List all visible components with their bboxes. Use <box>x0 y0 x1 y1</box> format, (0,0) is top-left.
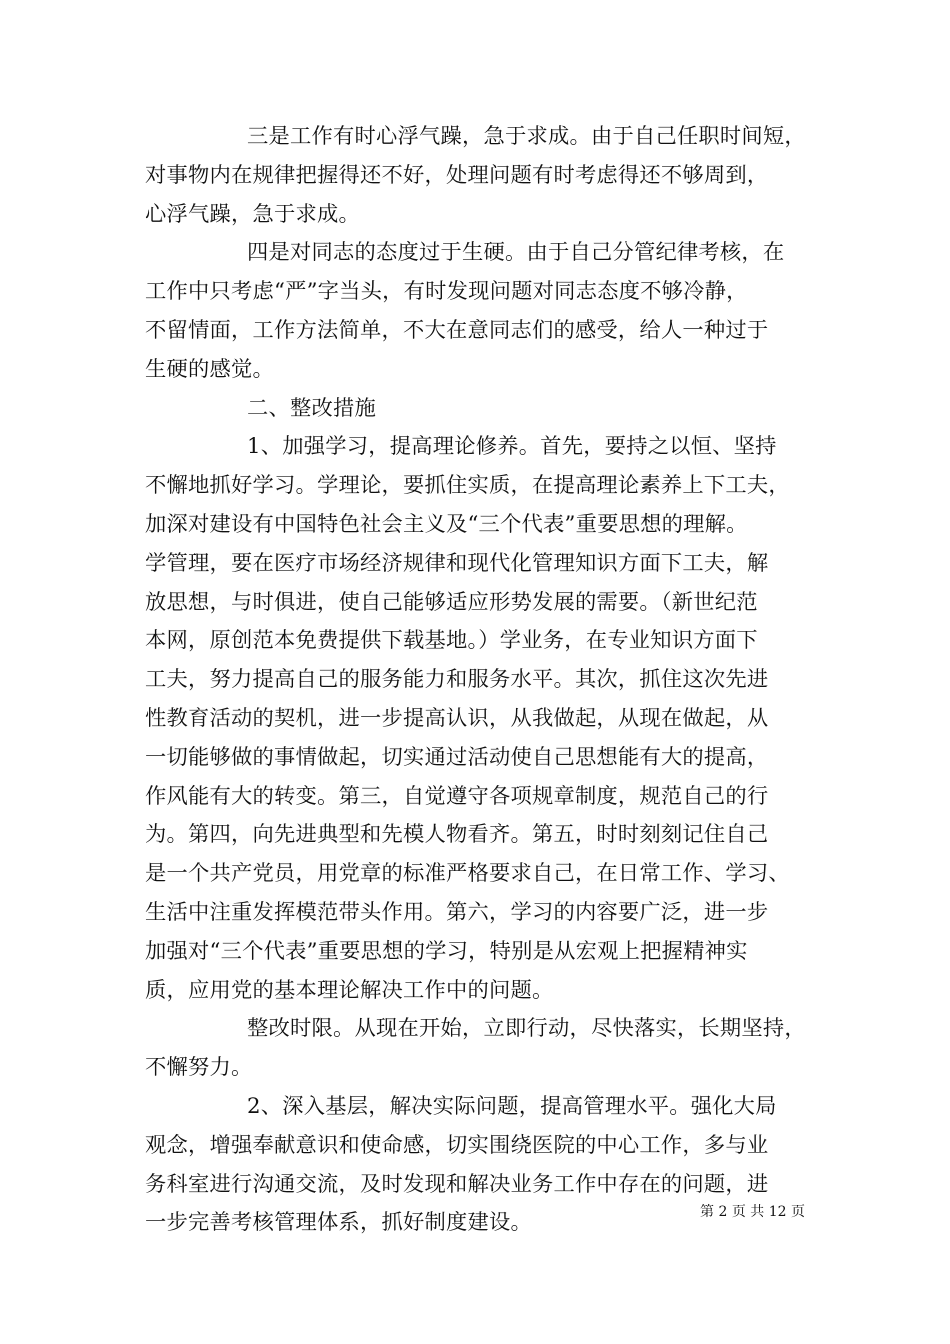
paragraph-line: 观念，增强奉献意识和使命感，切实围绕医院的中心工作，多与业 <box>145 1132 769 1158</box>
paragraph-line: 工夫，努力提高自己的服务能力和服务水平。其次，抓住这次先进 <box>145 667 769 693</box>
paragraph-line: 四是对同志的态度过于生硬。由于自己分管纪律考核，在 <box>247 240 785 266</box>
paragraph-line: 整改时限。从现在开始，立即行动，尽快落实，长期坚持， <box>247 1016 806 1042</box>
paragraph-line: 生硬的感觉。 <box>145 356 274 382</box>
paragraph-line: 加深对建设有中国特色社会主义及“三个代表”重要思想的理解。 <box>145 511 748 537</box>
paragraph-line: 学管理，要在医疗市场经济规律和现代化管理知识方面下工夫，解 <box>145 550 769 576</box>
paragraph-line: 一步完善考核管理体系，抓好制度建设。 <box>145 1210 532 1236</box>
paragraph-line: 本网，原创范本免费提供下载基地。）学业务，在专业知识方面下 <box>145 628 758 654</box>
paragraph-line: 务科室进行沟通交流，及时发现和解决业务工作中存在的问题，进 <box>145 1171 769 1197</box>
section-heading: 二、整改措施 <box>247 395 376 421</box>
paragraph-line: 2、深入基层，解决实际问题，提高管理水平。强化大局 <box>247 1093 777 1119</box>
paragraph-line: 生活中注重发挥模范带头作用。第六，学习的内容要广泛，进一步 <box>145 899 769 925</box>
page-number: 第 2 页 共 12 页 <box>700 1204 805 1220</box>
paragraph-line: 工作中只考虑“严”字当头，有时发现问题对同志态度不够冷静， <box>145 279 748 305</box>
paragraph-line: 性教育活动的契机，进一步提高认识，从我做起，从现在做起，从 <box>145 705 769 731</box>
paragraph-line: 不留情面，工作方法简单，不大在意同志们的感受，给人一种过于 <box>145 317 769 343</box>
paragraph-line: 质，应用党的基本理论解决工作中的问题。 <box>145 977 554 1003</box>
paragraph-line: 1、加强学习，提高理论修养。首先，要持之以恒、坚持 <box>247 434 777 460</box>
paragraph-line: 三是工作有时心浮气躁，急于求成。由于自己任职时间短， <box>247 124 806 149</box>
paragraph-line: 心浮气躁，急于求成。 <box>145 201 360 227</box>
paragraph-line: 加强对“三个代表”重要思想的学习，特别是从宏观上把握精神实 <box>145 938 748 964</box>
paragraph-line: 放思想，与时俱进，使自己能够适应形势发展的需要。（新世纪范 <box>145 589 758 615</box>
paragraph-line: 不懈地抓好学习。学理论，要抓住实质，在提高理论素养上下工夫， <box>145 473 790 499</box>
paragraph-line: 作风能有大的转变。第三，自觉遵守各项规章制度，规范自己的行 <box>145 783 769 809</box>
paragraph-line: 对事物内在规律把握得还不好，处理问题有时考虑得还不够周到， <box>145 162 769 188</box>
paragraph-line: 是一个共产党员，用党章的标准严格要求自己，在日常工作、学习、 <box>145 861 790 887</box>
paragraph-line: 为。第四，向先进典型和先模人物看齐。第五，时时刻刻记住自己 <box>145 822 769 848</box>
paragraph-line: 不懈努力。 <box>145 1055 253 1081</box>
document-body <box>145 118 835 1243</box>
paragraph-line: 一切能够做的事情做起，切实通过活动使自己思想能有大的提高， <box>145 744 769 770</box>
